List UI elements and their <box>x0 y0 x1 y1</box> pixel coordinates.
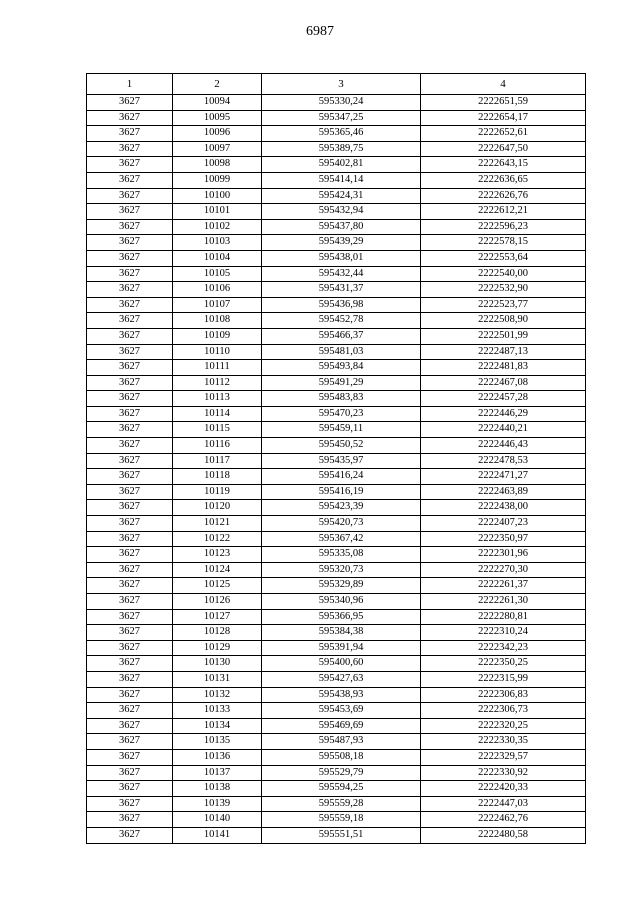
table-cell-col-1: 3627 <box>87 141 173 157</box>
table-row <box>87 749 586 765</box>
table-cell-col-2: 10098 <box>173 157 262 173</box>
table-cell-col-3: 595432,44 <box>262 266 421 282</box>
table-cell-col-3: 595439,29 <box>262 235 421 251</box>
table-row <box>87 188 586 204</box>
table-cell-col-3: 595330,24 <box>262 95 421 111</box>
table-cell-col-4: 2222508,90 <box>421 313 586 329</box>
table-cell-col-1: 3627 <box>87 204 173 220</box>
table-cell-col-2: 10101 <box>173 204 262 220</box>
table-cell-col-1: 3627 <box>87 531 173 547</box>
table-cell-col-4: 2222320,25 <box>421 718 586 734</box>
table-cell-col-4: 2222306,83 <box>421 687 586 703</box>
table-cell-col-4: 2222480,58 <box>421 827 586 843</box>
table-cell-col-2: 10111 <box>173 360 262 376</box>
table-row <box>87 313 586 329</box>
table-cell-col-3: 595450,52 <box>262 438 421 454</box>
column-header-2: 2 <box>173 74 262 95</box>
table-cell-col-3: 595416,24 <box>262 469 421 485</box>
table-body <box>87 95 586 844</box>
table-cell-col-1: 3627 <box>87 516 173 532</box>
table-cell-col-2: 10097 <box>173 141 262 157</box>
table-cell-col-4: 2222578,15 <box>421 235 586 251</box>
table-row <box>87 796 586 812</box>
table-cell-col-3: 595491,29 <box>262 375 421 391</box>
table-cell-col-1: 3627 <box>87 375 173 391</box>
table-cell-col-2: 10114 <box>173 406 262 422</box>
table-cell-col-3: 595529,79 <box>262 765 421 781</box>
table-row <box>87 204 586 220</box>
table-cell-col-3: 595493,84 <box>262 360 421 376</box>
table-cell-col-2: 10103 <box>173 235 262 251</box>
table-cell-col-1: 3627 <box>87 578 173 594</box>
table-cell-col-3: 595424,31 <box>262 188 421 204</box>
column-header-1: 1 <box>87 74 173 95</box>
table-cell-col-3: 595559,18 <box>262 812 421 828</box>
table-row <box>87 266 586 282</box>
table-cell-col-2: 10121 <box>173 516 262 532</box>
table-cell-col-2: 10131 <box>173 671 262 687</box>
table-cell-col-3: 595559,28 <box>262 796 421 812</box>
table-cell-col-1: 3627 <box>87 328 173 344</box>
table-cell-col-4: 2222446,43 <box>421 438 586 454</box>
table-row <box>87 172 586 188</box>
table-cell-col-1: 3627 <box>87 718 173 734</box>
table-cell-col-2: 10127 <box>173 609 262 625</box>
table-cell-col-3: 595551,51 <box>262 827 421 843</box>
table-cell-col-4: 2222553,64 <box>421 250 586 266</box>
table-cell-col-2: 10129 <box>173 640 262 656</box>
table-cell-col-2: 10104 <box>173 250 262 266</box>
table-cell-col-1: 3627 <box>87 827 173 843</box>
table-row <box>87 781 586 797</box>
table-cell-col-2: 10110 <box>173 344 262 360</box>
table-cell-col-4: 2222440,21 <box>421 422 586 438</box>
table-row <box>87 438 586 454</box>
table-cell-col-1: 3627 <box>87 313 173 329</box>
table-cell-col-4: 2222350,97 <box>421 531 586 547</box>
table-row <box>87 640 586 656</box>
table-cell-col-2: 10136 <box>173 749 262 765</box>
table-row <box>87 609 586 625</box>
table-cell-col-2: 10123 <box>173 547 262 563</box>
table-cell-col-4: 2222652,61 <box>421 126 586 142</box>
table-cell-col-3: 595432,94 <box>262 204 421 220</box>
table-cell-col-4: 2222270,30 <box>421 562 586 578</box>
table-cell-col-2: 10135 <box>173 734 262 750</box>
table-cell-col-1: 3627 <box>87 640 173 656</box>
table-cell-col-1: 3627 <box>87 110 173 126</box>
table-cell-col-2: 10113 <box>173 391 262 407</box>
table-cell-col-1: 3627 <box>87 235 173 251</box>
table-cell-col-1: 3627 <box>87 453 173 469</box>
table-cell-col-2: 10099 <box>173 172 262 188</box>
table-cell-col-1: 3627 <box>87 391 173 407</box>
table-cell-col-4: 2222462,76 <box>421 812 586 828</box>
table-cell-col-4: 2222540,00 <box>421 266 586 282</box>
table-cell-col-2: 10112 <box>173 375 262 391</box>
table-cell-col-1: 3627 <box>87 594 173 610</box>
table-cell-col-2: 10115 <box>173 422 262 438</box>
table-cell-col-4: 2222626,76 <box>421 188 586 204</box>
table-row <box>87 516 586 532</box>
table-row <box>87 235 586 251</box>
table-row <box>87 484 586 500</box>
table-row <box>87 765 586 781</box>
table-cell-col-1: 3627 <box>87 796 173 812</box>
header-row <box>87 74 586 95</box>
table-row <box>87 625 586 641</box>
table-row <box>87 126 586 142</box>
table-cell-col-4: 2222330,92 <box>421 765 586 781</box>
table-cell-col-2: 10107 <box>173 297 262 313</box>
table-cell-col-1: 3627 <box>87 360 173 376</box>
table-cell-col-1: 3627 <box>87 250 173 266</box>
table-row <box>87 328 586 344</box>
coordinates-table <box>86 73 586 844</box>
table-cell-col-4: 2222329,57 <box>421 749 586 765</box>
table-row <box>87 391 586 407</box>
table-cell-col-2: 10140 <box>173 812 262 828</box>
table-cell-col-4: 2222261,37 <box>421 578 586 594</box>
table-cell-col-3: 595483,83 <box>262 391 421 407</box>
table-cell-col-4: 2222523,77 <box>421 297 586 313</box>
table-row <box>87 95 586 111</box>
table-cell-col-2: 10126 <box>173 594 262 610</box>
table-cell-col-3: 595420,73 <box>262 516 421 532</box>
table-cell-col-1: 3627 <box>87 703 173 719</box>
table-cell-col-2: 10141 <box>173 827 262 843</box>
table-cell-col-2: 10133 <box>173 703 262 719</box>
table-cell-col-3: 595347,25 <box>262 110 421 126</box>
table-cell-col-3: 595427,63 <box>262 671 421 687</box>
table-cell-col-2: 10120 <box>173 500 262 516</box>
table-cell-col-2: 10119 <box>173 484 262 500</box>
table-row <box>87 531 586 547</box>
table-cell-col-3: 595402,81 <box>262 157 421 173</box>
table-cell-col-2: 10094 <box>173 95 262 111</box>
table-cell-col-2: 10109 <box>173 328 262 344</box>
table-cell-col-4: 2222407,23 <box>421 516 586 532</box>
table-cell-col-4: 2222651,59 <box>421 95 586 111</box>
table-cell-col-1: 3627 <box>87 266 173 282</box>
table-cell-col-3: 595423,39 <box>262 500 421 516</box>
table-row <box>87 406 586 422</box>
table-cell-col-3: 595320,73 <box>262 562 421 578</box>
table-row <box>87 110 586 126</box>
table-cell-col-1: 3627 <box>87 219 173 235</box>
table-cell-col-2: 10134 <box>173 718 262 734</box>
table-row <box>87 656 586 672</box>
table-cell-col-2: 10095 <box>173 110 262 126</box>
table-cell-col-3: 595335,08 <box>262 547 421 563</box>
table-cell-col-1: 3627 <box>87 344 173 360</box>
table-row <box>87 812 586 828</box>
table-cell-col-4: 2222636,65 <box>421 172 586 188</box>
table-row <box>87 594 586 610</box>
table-cell-col-4: 2222481,83 <box>421 360 586 376</box>
table-row <box>87 562 586 578</box>
table-cell-col-1: 3627 <box>87 282 173 298</box>
table-cell-col-2: 10118 <box>173 469 262 485</box>
table-cell-col-4: 2222315,99 <box>421 671 586 687</box>
table-cell-col-1: 3627 <box>87 547 173 563</box>
table-cell-col-2: 10132 <box>173 687 262 703</box>
table-cell-col-2: 10130 <box>173 656 262 672</box>
table-row <box>87 219 586 235</box>
table-row <box>87 422 586 438</box>
table-cell-col-1: 3627 <box>87 469 173 485</box>
table-cell-col-1: 3627 <box>87 172 173 188</box>
table-cell-col-3: 595391,94 <box>262 640 421 656</box>
table-cell-col-2: 10137 <box>173 765 262 781</box>
table-cell-col-3: 595400,60 <box>262 656 421 672</box>
table-cell-col-1: 3627 <box>87 656 173 672</box>
table-cell-col-1: 3627 <box>87 297 173 313</box>
table-cell-col-1: 3627 <box>87 812 173 828</box>
table-cell-col-2: 10102 <box>173 219 262 235</box>
table-cell-col-4: 2222350,25 <box>421 656 586 672</box>
table-cell-col-2: 10108 <box>173 313 262 329</box>
table-cell-col-1: 3627 <box>87 126 173 142</box>
table-cell-col-1: 3627 <box>87 95 173 111</box>
table-cell-col-3: 595438,93 <box>262 687 421 703</box>
table-cell-col-4: 2222310,24 <box>421 625 586 641</box>
table-cell-col-4: 2222487,13 <box>421 344 586 360</box>
table-row <box>87 547 586 563</box>
table-cell-col-3: 595487,93 <box>262 734 421 750</box>
table-cell-col-2: 10124 <box>173 562 262 578</box>
table-cell-col-1: 3627 <box>87 609 173 625</box>
table-cell-col-4: 2222330,35 <box>421 734 586 750</box>
table-row <box>87 360 586 376</box>
table-row <box>87 687 586 703</box>
table-cell-col-1: 3627 <box>87 781 173 797</box>
table-cell-col-1: 3627 <box>87 406 173 422</box>
table-cell-col-4: 2222596,23 <box>421 219 586 235</box>
table-cell-col-1: 3627 <box>87 625 173 641</box>
table-cell-col-3: 595466,37 <box>262 328 421 344</box>
table-cell-col-2: 10100 <box>173 188 262 204</box>
table-cell-col-3: 595435,97 <box>262 453 421 469</box>
table-row <box>87 344 586 360</box>
table-cell-col-1: 3627 <box>87 484 173 500</box>
table-cell-col-4: 2222420,33 <box>421 781 586 797</box>
table-cell-col-1: 3627 <box>87 765 173 781</box>
table-row <box>87 141 586 157</box>
table-cell-col-4: 2222463,89 <box>421 484 586 500</box>
table-cell-col-2: 10106 <box>173 282 262 298</box>
table-row <box>87 703 586 719</box>
table-row <box>87 282 586 298</box>
table-cell-col-3: 595365,46 <box>262 126 421 142</box>
table-cell-col-4: 2222501,99 <box>421 328 586 344</box>
table-cell-col-3: 595384,38 <box>262 625 421 641</box>
table-cell-col-4: 2222446,29 <box>421 406 586 422</box>
table-cell-col-4: 2222447,03 <box>421 796 586 812</box>
table-header <box>87 74 586 95</box>
table-row <box>87 157 586 173</box>
table-cell-col-4: 2222342,23 <box>421 640 586 656</box>
table-cell-col-1: 3627 <box>87 671 173 687</box>
table-cell-col-1: 3627 <box>87 422 173 438</box>
table-cell-col-1: 3627 <box>87 749 173 765</box>
table-cell-col-3: 595389,75 <box>262 141 421 157</box>
table-cell-col-4: 2222301,96 <box>421 547 586 563</box>
table-cell-col-2: 10117 <box>173 453 262 469</box>
table-cell-col-2: 10139 <box>173 796 262 812</box>
table-cell-col-3: 595453,69 <box>262 703 421 719</box>
table-cell-col-4: 2222306,73 <box>421 703 586 719</box>
table-cell-col-4: 2222654,17 <box>421 110 586 126</box>
table-row <box>87 453 586 469</box>
table-cell-col-2: 10125 <box>173 578 262 594</box>
table-row <box>87 718 586 734</box>
table-row <box>87 671 586 687</box>
table-cell-col-1: 3627 <box>87 157 173 173</box>
column-header-4: 4 <box>421 74 586 95</box>
table-cell-col-4: 2222478,53 <box>421 453 586 469</box>
table-cell-col-3: 595366,95 <box>262 609 421 625</box>
table-cell-col-3: 595431,37 <box>262 282 421 298</box>
table-cell-col-3: 595470,23 <box>262 406 421 422</box>
table-cell-col-4: 2222438,00 <box>421 500 586 516</box>
table-row <box>87 827 586 843</box>
table-cell-col-3: 595438,01 <box>262 250 421 266</box>
table-cell-col-2: 10096 <box>173 126 262 142</box>
table-row <box>87 734 586 750</box>
table-cell-col-4: 2222643,15 <box>421 157 586 173</box>
table-cell-col-3: 595416,19 <box>262 484 421 500</box>
table-cell-col-4: 2222612,21 <box>421 204 586 220</box>
table-cell-col-3: 595329,89 <box>262 578 421 594</box>
table-cell-col-4: 2222647,50 <box>421 141 586 157</box>
column-header-3: 3 <box>262 74 421 95</box>
table-cell-col-2: 10105 <box>173 266 262 282</box>
table-cell-col-3: 595414,14 <box>262 172 421 188</box>
table-row <box>87 500 586 516</box>
table-cell-col-1: 3627 <box>87 188 173 204</box>
table-cell-col-3: 595459,11 <box>262 422 421 438</box>
table-cell-col-2: 10138 <box>173 781 262 797</box>
table-cell-col-4: 2222471,27 <box>421 469 586 485</box>
table-cell-col-3: 595481,03 <box>262 344 421 360</box>
table-cell-col-1: 3627 <box>87 687 173 703</box>
table-row <box>87 297 586 313</box>
table-row <box>87 578 586 594</box>
table-cell-col-4: 2222532,90 <box>421 282 586 298</box>
table-cell-col-3: 595469,69 <box>262 718 421 734</box>
table-cell-col-4: 2222467,08 <box>421 375 586 391</box>
table-cell-col-4: 2222457,28 <box>421 391 586 407</box>
table-row <box>87 250 586 266</box>
table-cell-col-1: 3627 <box>87 562 173 578</box>
table-cell-col-3: 595508,18 <box>262 749 421 765</box>
table-cell-col-3: 595367,42 <box>262 531 421 547</box>
table-cell-col-3: 595436,98 <box>262 297 421 313</box>
table-cell-col-1: 3627 <box>87 438 173 454</box>
table-cell-col-3: 595594,25 <box>262 781 421 797</box>
table-row <box>87 469 586 485</box>
table-cell-col-2: 10122 <box>173 531 262 547</box>
table-cell-col-1: 3627 <box>87 734 173 750</box>
table-cell-col-2: 10116 <box>173 438 262 454</box>
table-cell-col-4: 2222280,81 <box>421 609 586 625</box>
table-cell-col-3: 595452,78 <box>262 313 421 329</box>
table-cell-col-3: 595340,96 <box>262 594 421 610</box>
table-cell-col-3: 595437,80 <box>262 219 421 235</box>
table-cell-col-1: 3627 <box>87 500 173 516</box>
page-number: 6987 <box>306 24 334 39</box>
table-cell-col-2: 10128 <box>173 625 262 641</box>
table-cell-col-4: 2222261,30 <box>421 594 586 610</box>
table-row <box>87 375 586 391</box>
